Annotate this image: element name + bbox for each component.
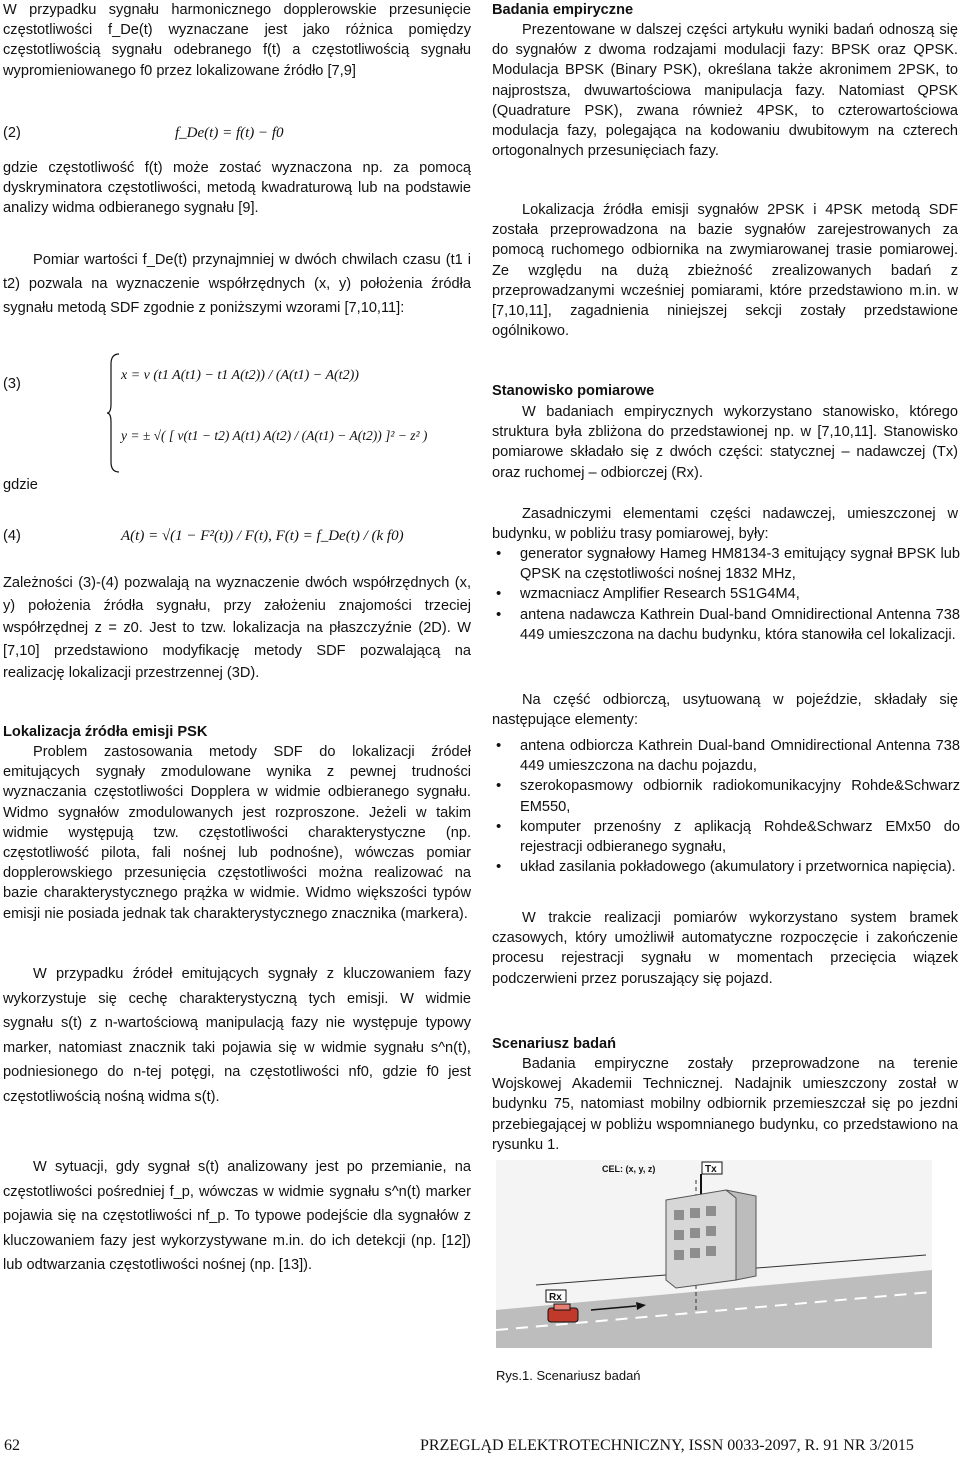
figure-scenario — [496, 1160, 932, 1383]
section-heading: Badania empiryczne — [492, 2, 634, 18]
paragraph: Zależności (3)-(4) pozwalają na wyznaczenie dwóch współrzędnych (x, y) położenia źródła sygnału, przy założeniu znajomości trzeciej współrzędnej z = z0. Jest to tzw. lokalizacja na płaszczyźnie (2D). W [7,10] przedstawiono modyfikację metody SDF pozwalającą na realizację lokalizacji przestrzennej (3D). — [3, 575, 471, 681]
list-item: • układ zasilania pokładowego (akumulatory i przetwornica napięcia). — [520, 857, 960, 877]
list-item: • wzmacniacz Amplifier Research 5S1G4M4, — [520, 584, 960, 604]
figure-caption: Rys.1. Scenariusz badań — [496, 1368, 641, 1383]
paragraph: Prezentowane w dalszej części artykułu wyniki badań odnoszą się do sygnałów z dwoma rodzajami modulacji fazy: BPSK oraz QPSK. Modulacja BPSK (Binary PSK), określana także akronimem 2PSK, to najprostsza, dwuwartościowa manipulacja fazy. Natomiast QPSK (Quadrature PSK), zwana również 4PSK, to czterowartościowa modulacja fazy, polegająca na kodowaniu dwubitowym na czterech ortogonalnych przesunięciach fazy. — [492, 22, 958, 160]
equation-3 — [3, 352, 471, 482]
paragraph: gdzie częstotliwość f(t) może zostać wyznaczona np. za pomocą dyskryminatora częstotliwości, metodą kwadraturową lub na podstawie analizy widma odbieranego sygnału [9]. — [3, 160, 471, 217]
paragraph: Badania empiryczne zostały przeprowadzone na terenie Wojskowej Akademii Technicznej. Nadajnik umieszczony został w budynku 75, natomiast mobilny odbiornik przemieszczał się po jezdni przebiegającej w pobliżu wspomnianego budynku, co przedstawiono na rysunku 1. — [492, 1056, 958, 1153]
paragraph: Problem zastosowania metody SDF do lokalizacji źródeł emitujących sygnały zmodulowane wynika z pewnej trudności wyznaczania częstotliwości Dopplera w widmie odbieranego sygnału. Widmo sygnałów zmodulowanych jest rozproszone. Jeżeli w takim widmie występują tzw. częstotliwości charakterystyczne (np. częstotliwość pilota, fali nośnej lub podnośne), wówczas pomiar dopplerowskiego przesunięcia częstotliwości można realizować na bazie charakterystycznego prążka w widmie. Widmo większości typów emisji nie posiada jednak tak charakterystycznego znacznika (markera). — [3, 744, 471, 922]
paragraph: W przypadku sygnału harmonicznego dopplerowskie przesunięcie częstotliwości f_De(t) wyznaczane jest jako różnica pomiędzy częstotliwością sygnału odebranego f(t) a częstotliwością sygnału wypromieniowanego f0 przez lokalizowane źródło [7,9] — [3, 2, 471, 79]
list-item: • generator sygnałowy Hameg HM8134-3 emitujący sygnał BPSK lub QPSK na częstotliwości nośnej 1832 MHz, — [520, 544, 960, 584]
list-item: • antena odbiorcza Kathrein Dual-band Omnidirectional Antenna 738 449 umieszczona na dachu pojazdu, — [520, 736, 960, 776]
transmitter-list — [492, 544, 960, 645]
equation-number: (4) — [3, 528, 21, 544]
scenario-illustration — [496, 1160, 932, 1348]
section-heading: Scenariusz badań — [492, 1036, 617, 1052]
equation-number: (3) — [3, 376, 21, 392]
paragraph: W przypadku źródeł emitujących sygnały z kluczowaniem fazy wykorzystuje się cechę charakterystyczną tych emisji. W widmie sygnału s(t) z n-wartościową manipulacją fazy nie występuje typowy marker, natomiast znacznik taki pojawia się w widmie sygnału s^n(t), podniesionego do n-tej potęgi, na częstotliwości nf0, gdzie f0 jest częstotliwością nośną widma s(t). — [3, 966, 471, 1105]
equation-number: (2) — [3, 125, 21, 141]
cel-label: CEL: (x, y, z) — [602, 1164, 656, 1174]
list-item: • antena nadawcza Kathrein Dual-band Omnidirectional Antenna 738 449 umieszczona na dachu budynku, która stanowiła cel lokalizacji. — [520, 605, 960, 645]
equation-x: x = v (t1 A(t1) − t1 A(t2)) / (A(t1) − A(t2)) — [121, 368, 359, 383]
paragraph: W badaniach empirycznych wykorzystano stanowisko, którego struktura była zbliżona do przedstawionej np. w [7,10,11]. Stanowisko pomiarowe składało się z dwóch części: statycznej – nadawczej (Tx) oraz ruchomej – odbiorczej (Rx). — [492, 404, 958, 481]
section-heading: Lokalizacja źródła emisji PSK — [3, 724, 208, 740]
left-brace — [107, 352, 121, 474]
equation-y: y = ± √( [ v(t1 − t2) A(t1) A(t2) / (A(t1) − A(t2)) ]² − z² ) — [121, 428, 428, 443]
list-item: • komputer przenośny z aplikacją Rohde&Schwarz EMx50 do rejestracji odbieranego sygnału, — [520, 817, 960, 857]
paragraph: Pomiar wartości f_De(t) przynajmniej w dwóch chwilach czasu (t1 i t2) pozwala na wyznaczenie współrzędnych (x, y) położenia źródła sygnału metodą SDF zgodnie z poniższymi wzorami [7,10,11]: — [3, 252, 471, 316]
tx-label: Tx — [705, 1164, 717, 1175]
paragraph: Zasadniczymi elementami części nadawczej, umieszczonej w budynku, w pobliżu trasy pomiarowej, były: — [492, 506, 958, 543]
section-heading: Stanowisko pomiarowe — [492, 383, 655, 399]
paragraph: W trakcie realizacji pomiarów wykorzystano system bramek czasowych, który umożliwił automatyczne rozpoczęcie i zakończenie procesu rejestracji sygnału w momentach przecięcia wiązek podczerwieni przez poruszający się pojazd. — [492, 910, 958, 987]
page-number: 62 — [4, 1437, 20, 1454]
list-item: • szerokopasmowy odbiornik radiokomunikacyjny Rohde&Schwarz EM550, — [520, 776, 960, 816]
receiver-list — [492, 736, 960, 877]
equation-body: f_De(t) = f(t) − f0 — [175, 125, 284, 141]
paragraph: Na część odbiorczą, usytuowaną w pojeździe, składały się następujące elementy: — [492, 692, 958, 729]
paragraph: W sytuacji, gdy sygnał s(t) analizowany jest po przemianie, na częstotliwości pośredniej f_p, wówczas w widmie sygnału s^n(t) marker pojawia się na częstotliwości nf_p. To typowe podejście dla sygnałów z kluczowaniem fazy jest wykorzystywane m.in. do ich detekcji (np. [12]) lub odtwarzania częstotliwości nośnej (np. [13]). — [3, 1159, 471, 1273]
journal-footer: PRZEGLĄD ELEKTROTECHNICZNY, ISSN 0033-2097, R. 91 NR 3/2015 — [420, 1437, 914, 1454]
equation-body: A(t) = √(1 − F²(t)) / F(t), F(t) = f_De(t) / (k f0) — [121, 528, 404, 544]
gdzie-label: gdzie — [3, 477, 38, 493]
paragraph: Lokalizacja źródła emisji sygnałów 2PSK i 4PSK metodą SDF została przeprowadzona na bazie sygnałów zarejestrowanych za pomocą ruchomego odbiornika na zwymiarowanej trasie pomiarowej. Ze względu na dużą zbieżność zrealizowanych badań z przeprowadzanymi wcześniej pomiarami, które przedstawiono m.in. w [7,10,11], zagadnienia niniejszej sekcji zostały przedstawione ogólnikowo. — [492, 202, 958, 340]
rx-label: Rx — [549, 1292, 562, 1303]
